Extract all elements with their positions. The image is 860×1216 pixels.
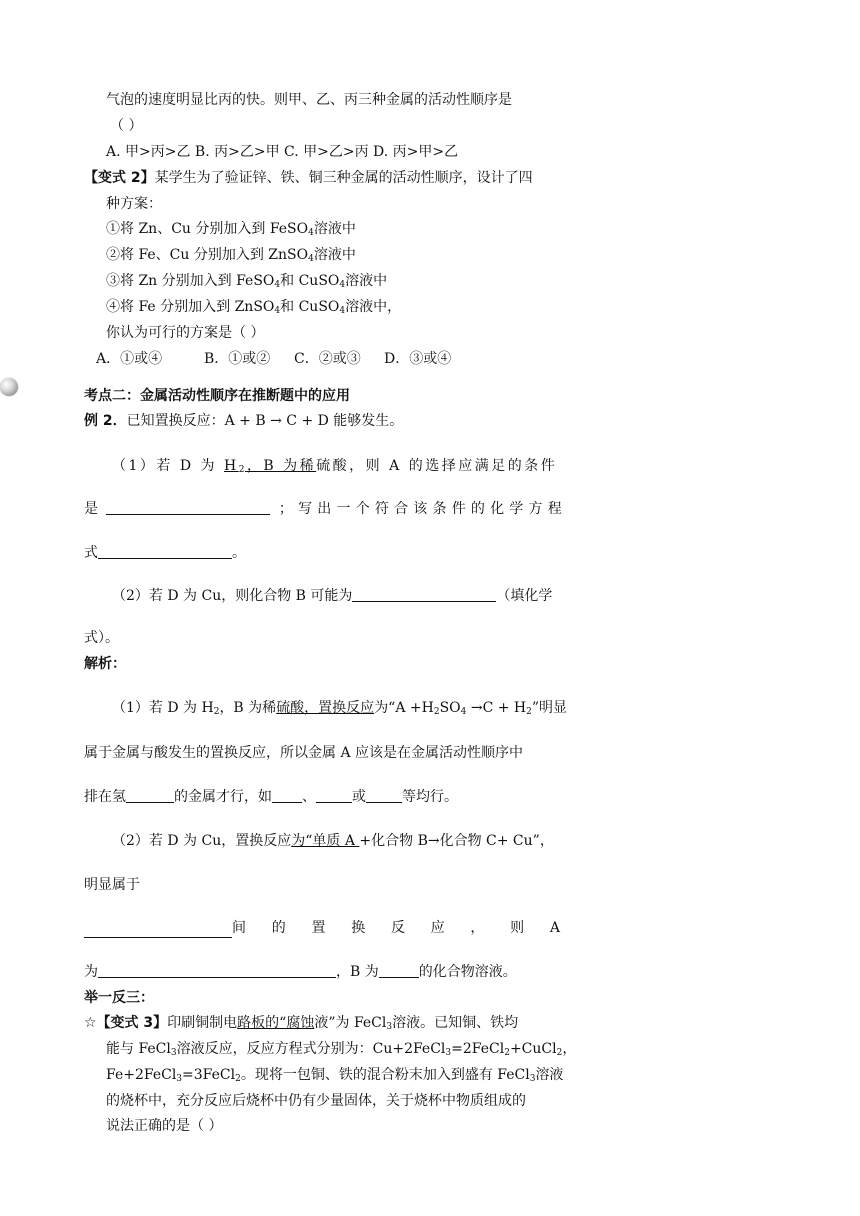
variant2-option-d: D．③或④	[384, 351, 452, 367]
variant2-line1	[84, 168, 533, 188]
variant3-line3: Fe+2FeCl$_3$=3FeCl$_2$。现将一包铜、铁的混合粉末加入到盛有 FeCl$_3$溶液	[106, 1067, 564, 1084]
q1-line1: 气泡的速度明显比丙的快。则甲、乙、丙三种金属的活动性顺序是	[106, 92, 512, 108]
example2-text: 已知置换反应：A + B → C + D 能够发生。	[126, 413, 404, 429]
sub1-line1: （1）若 D 为 $H_2$，B 为稀硫酸，则 A 的选择应满足的条件	[112, 458, 558, 475]
answer-blank[interactable]	[379, 963, 419, 978]
variant2-tag: 【变式 2】	[84, 170, 155, 186]
sub1-line3: 式 。	[84, 545, 246, 561]
section2-heading: 考点二：金属活动性顺序在推断题中的应用	[84, 388, 350, 404]
variant2-line2: 种方案：	[106, 196, 162, 212]
variant2-option-a: A．①或④	[96, 351, 163, 367]
q1-options: A. 甲>丙>乙 B. 丙>乙>甲 C. 甲>乙>丙 D. 丙>甲>乙	[106, 144, 459, 160]
answer-blank[interactable]	[316, 788, 352, 803]
variant3-line5: 说法正确的是（ ）	[106, 1118, 223, 1134]
variant3-line4: 的烧杯中，充分反应后烧杯中仍有少量固体，关于烧杯中物质组成的	[106, 1093, 526, 1109]
analysis1-line2: 属于金属与酸发生的置换反应，所以金属 A 应该是在金属活动性顺序中	[84, 745, 524, 761]
answer-blank[interactable]	[352, 587, 496, 602]
variant3-line2: 能与 FeCl$_3$溶液反应，反应方程式分别为：Cu+2FeCl$_3$=2FeCl$_2$+CuCl$_2$，	[106, 1041, 577, 1058]
variant2-text1: 某学生为了验证锌、铁、铜三种金属的活动性顺序，设计了四	[154, 170, 533, 186]
analysis1-line3: 排在氢 的金属才行，如 、 或 等均行。	[84, 789, 458, 805]
example2-label: 例 2．	[84, 413, 127, 429]
sub1-line2: 是 ；写出一个符合该条件的化学方程	[84, 501, 567, 517]
analysis2-line2: 明显属于	[84, 877, 140, 893]
q1-answer-paren: （ ）	[110, 118, 143, 134]
variant3-line1: ☆【变式 3】印刷铜制电路板的“腐蚀液”为 FeCl$_3$溶液。已知铜、铁均	[84, 1015, 519, 1032]
answer-blank[interactable]	[84, 923, 232, 938]
answer-blank[interactable]	[98, 963, 336, 978]
answer-blank[interactable]	[126, 788, 174, 803]
analysis1-line1: （1）若 D 为 $H_2$，B 为稀硫酸，置换反应为“$A +H_2SO_4 \to C + H_2$”明显	[112, 700, 568, 717]
analysis2-line1: （2）若 D 为 Cu，置换反应为“单质 A +化合物 B→化合物 C+ Cu”，	[112, 833, 554, 849]
variant2-plan3: ③将 Zn 分别加入到 FeSO$_4$和 CuSO$_4$溶液中	[106, 273, 388, 290]
variant3-tag: ☆【变式 3】	[84, 1015, 168, 1031]
analysis-heading: 解析：	[84, 656, 126, 672]
sub2-line1: （2）若 D 为 Cu，则化合物 B 可能为 （填化学	[112, 588, 553, 604]
sub2-line2: 式）。	[84, 630, 119, 646]
bullet-ball-icon	[0, 378, 18, 396]
example2-line	[84, 411, 403, 431]
variant2-option-b: B．①或②	[204, 351, 271, 367]
variant2-plan4: ④将 Fe 分别加入到 ZnSO$_4$和 CuSO$_4$溶液中，	[106, 299, 402, 316]
answer-blank[interactable]	[272, 788, 302, 803]
variant2-option-c: C．②或③	[294, 351, 361, 367]
answer-blank[interactable]	[98, 544, 232, 559]
variant2-plan2: ②将 Fe、Cu 分别加入到 ZnSO$_4$溶液中	[106, 247, 356, 264]
answer-blank[interactable]	[106, 500, 270, 515]
practice-heading: 举一反三：	[84, 990, 154, 1006]
analysis2-line3: 间 的 置 换 反 应 ， 则 A	[84, 918, 560, 938]
variant2-plan1: ①将 Zn、Cu 分别加入到 FeSO$_4$溶液中	[106, 221, 356, 238]
analysis2-line4: 为 ，B 为 的化合物溶液。	[84, 964, 517, 980]
answer-blank[interactable]	[366, 788, 402, 803]
variant2-question: 你认为可行的方案是（ ）	[106, 325, 265, 341]
